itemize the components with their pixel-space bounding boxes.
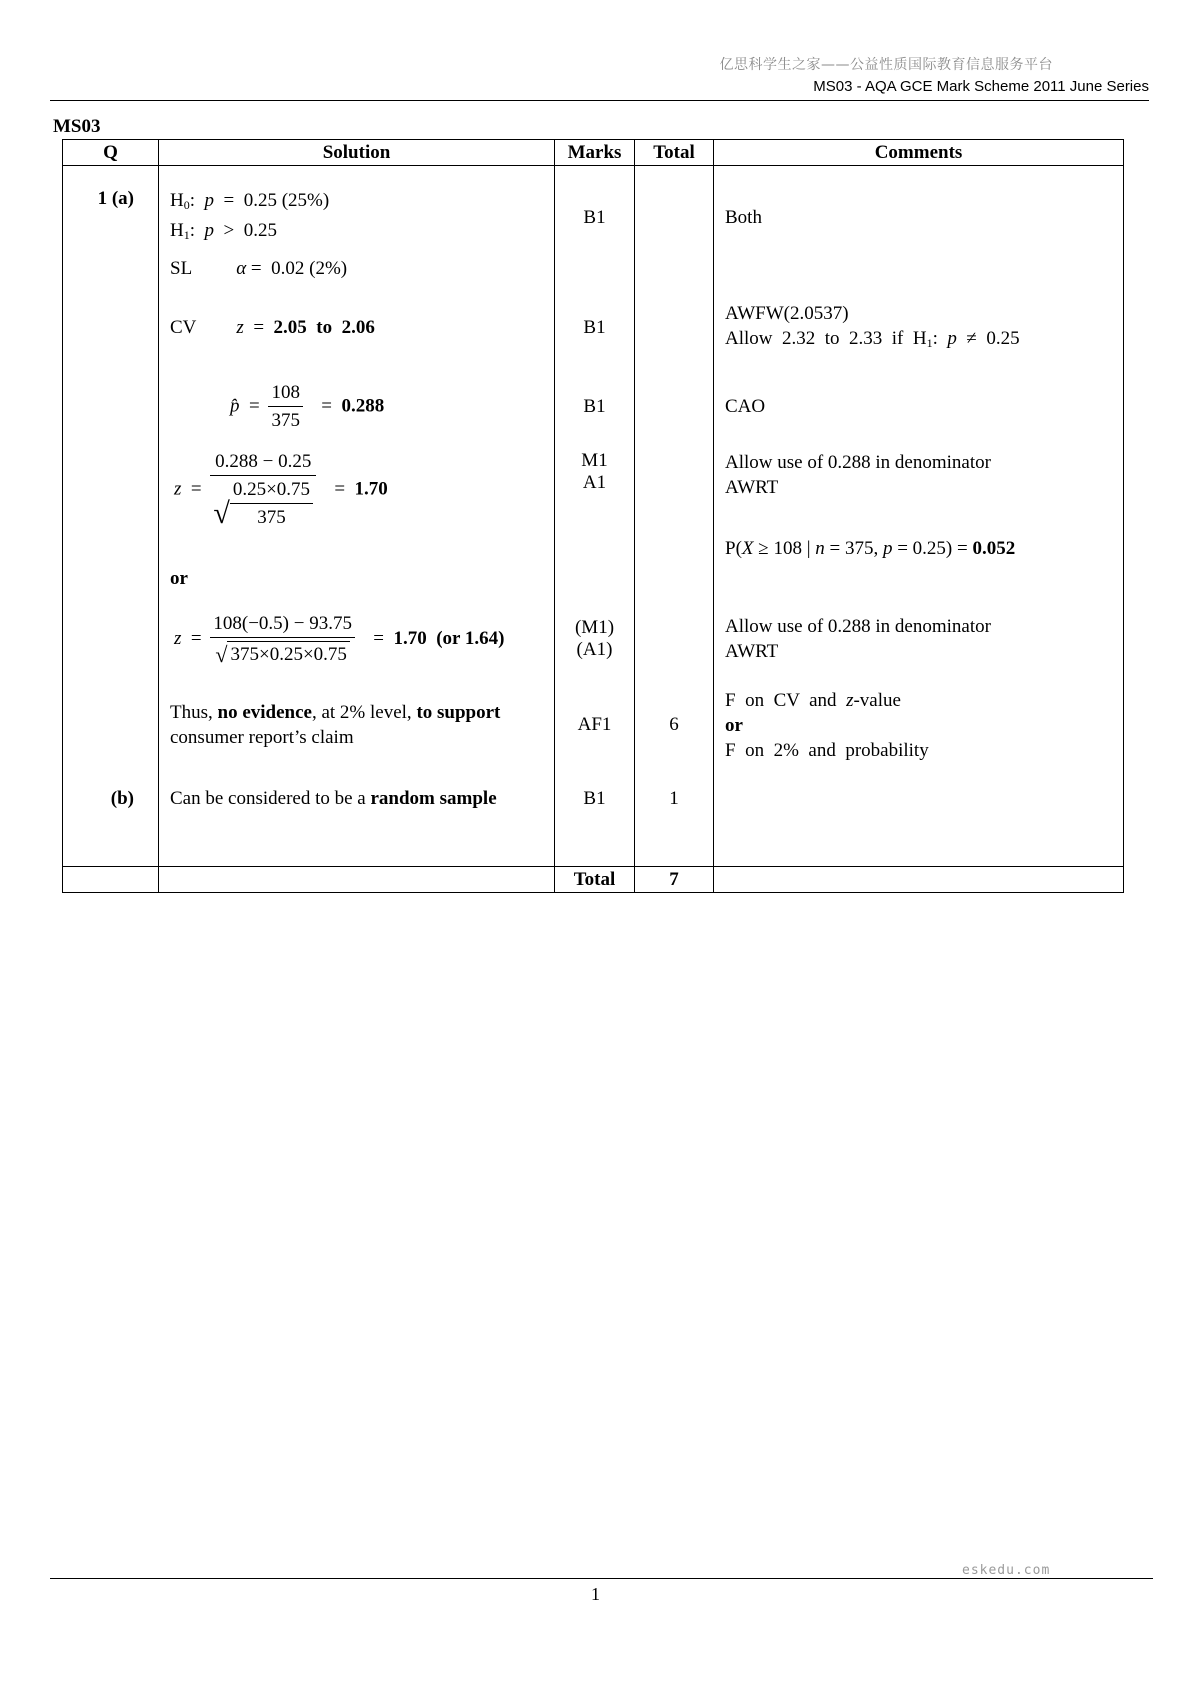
question-label: 1 (a) — [63, 188, 159, 248]
column-header-q: Q — [63, 140, 159, 166]
mark-value: (M1) (A1) — [555, 594, 635, 684]
table-row — [63, 188, 1124, 248]
table-row — [63, 594, 1124, 684]
table-row — [63, 448, 1124, 532]
table-header-row — [63, 140, 1124, 166]
question-label: (b) — [63, 766, 159, 867]
watermark: eskedu.com — [962, 1563, 1051, 1578]
fraction: $\frac{108(-0.5) - 93.75}{√ 375\times 0.25\times 0.75}$ — [210, 613, 355, 666]
table-row — [63, 684, 1124, 766]
table-row — [63, 290, 1124, 366]
comment-text: F on CV and z-value or F on 2% and probability — [714, 684, 1124, 766]
table-row — [63, 248, 1124, 290]
fraction: 0.288 − 0.25 √ $\frac{0.25\times 0.75}{375}$ — [210, 451, 316, 529]
footer-rule — [50, 1578, 1153, 1579]
header-rule — [50, 100, 1149, 101]
table-row — [63, 532, 1124, 594]
comment-text: Both — [714, 188, 1124, 248]
alternative-hypothesis: $H_1$: p > 0.25 — [170, 220, 277, 242]
null-hypothesis: $H_0$: p = 0.25 (25%) — [170, 190, 330, 212]
column-header-marks: Marks — [555, 140, 635, 166]
comment-text: CAO — [714, 366, 1124, 448]
fraction: $\frac{108}{375}$ — [268, 382, 303, 432]
test-statistic-normal-approx: z = $\frac{108(-0.5) - 93.75}{√ 375\times 0.25\times 0.75}$ = 1.70 (or 1.64) — [159, 594, 555, 684]
column-header-comments: Comments — [714, 140, 1124, 166]
conclusion: Thus, no evidence, at 2% level, to support consumer report’s claim — [159, 684, 555, 766]
site-banner: 亿思科学生之家——公益性质国际教育信息服务平台 — [719, 57, 1053, 73]
test-statistic: z = 0.288 − 0.25 √ $\frac{0.25\times 0.75}{375}$ = 1.70 — [159, 448, 555, 532]
table-row — [63, 766, 1124, 867]
total-row — [63, 867, 1124, 893]
grand-total: 7 — [635, 867, 714, 893]
column-header-solution: Solution — [159, 140, 555, 166]
mark-value: B1 — [555, 366, 635, 448]
total-value: 6 — [635, 684, 714, 766]
comment-text: AWFW(2.0537) Allow 2.32 to 2.33 if $H_1$: p ≠ 0.25 — [714, 290, 1124, 366]
binomial-probability: P(X ≥ 108 | n = 375, p = 0.25) = 0.052 — [714, 532, 1124, 594]
total-value: 1 — [635, 766, 714, 867]
mark-value: AF1 — [555, 684, 635, 766]
total-label: Total — [555, 867, 635, 893]
critical-value: CV z = 2.05 to 2.06 — [159, 290, 555, 366]
comment-text: Allow use of 0.288 in denominator AWRT — [714, 448, 1124, 532]
table-row — [63, 366, 1124, 448]
sample-proportion: p̂ = $\frac{108}{375}$ = 0.288 — [159, 366, 555, 448]
comment-text: Allow use of 0.288 in denominator AWRT — [714, 594, 1124, 684]
answer-text: Can be considered to be a random sample — [159, 766, 555, 867]
mark-scheme-table — [62, 139, 1124, 893]
mark-value: B1 — [555, 766, 635, 867]
hypotheses-cell — [159, 188, 555, 248]
square-root: √ 375×0.25×0.75 — [215, 641, 350, 666]
square-root: √ $\frac{0.25\times 0.75}{375}$ — [213, 479, 313, 529]
section-code: MS03 — [53, 116, 101, 137]
alternative-method-label: or — [159, 532, 555, 594]
mark-value: B1 — [555, 188, 635, 248]
document-title: MS03 - AQA GCE Mark Scheme 2011 June Series — [813, 78, 1149, 95]
page-number: 1 — [591, 1584, 600, 1604]
mark-value: B1 — [555, 290, 635, 366]
significance-level: SL α = 0.02 (2%) — [159, 248, 555, 290]
spacer-row — [63, 166, 1124, 189]
mark-value: M1 A1 — [555, 448, 635, 532]
column-header-total: Total — [635, 140, 714, 166]
